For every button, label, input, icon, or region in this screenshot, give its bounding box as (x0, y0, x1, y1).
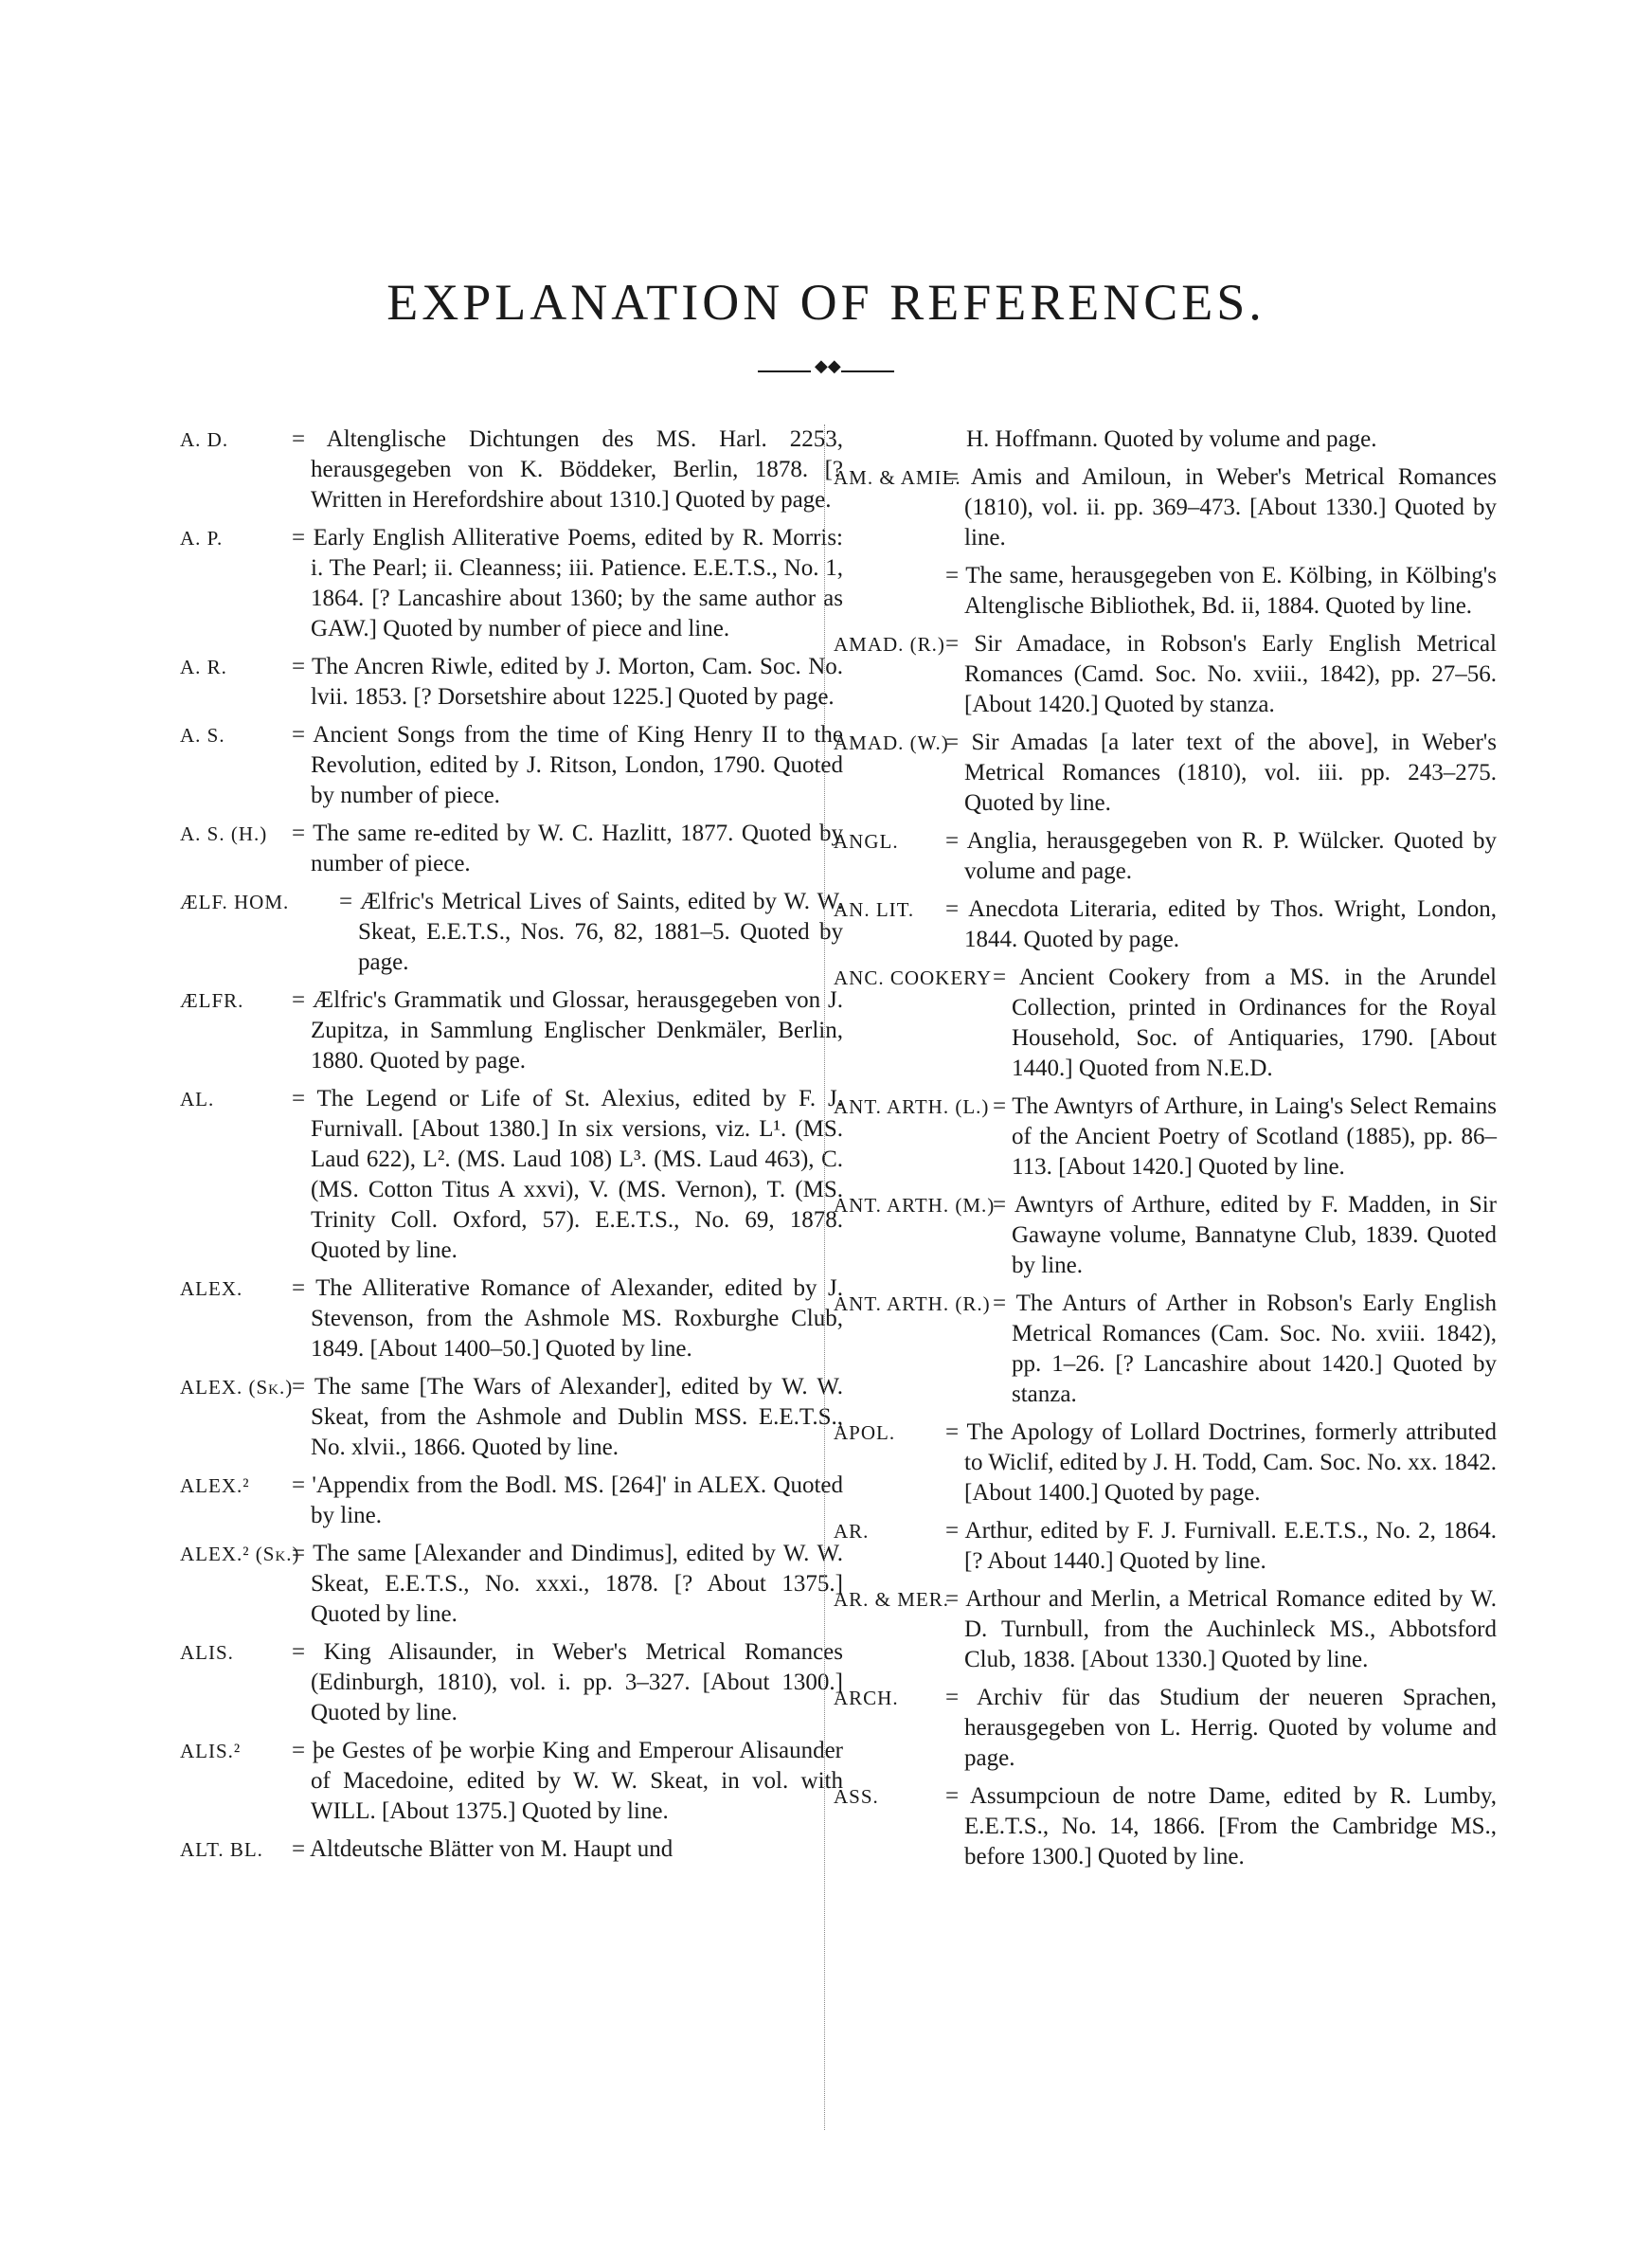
entry-abbreviation: AR. (834, 1520, 870, 1543)
entry-abbreviation: ASS. (834, 1785, 879, 1808)
reference-entry (834, 1584, 1497, 1675)
reference-entry (834, 424, 1497, 455)
reference-entry (180, 887, 843, 978)
entry-text: = The Awntyrs of Arthure, in Laing's Select Remains of the Ancient Poetry of Scotland (1885), pp. 86–113. [About 1420.] Quoted by line. (993, 1093, 1497, 1180)
entry-text: = The Anturs of Arther in Robson's Early English Metrical Romances (Cam. Soc. No. xviii. 1842), pp. 1–26. [? Lancashire about 1420.] Quoted by stanza. (993, 1291, 1497, 1407)
entry-abbreviation: AR. & MER. (834, 1588, 950, 1611)
entry-abbreviation: ANT. ARTH. (M.) (834, 1194, 996, 1217)
entry-abbreviation: ANT. ARTH. (R.) (834, 1292, 991, 1315)
entry-abbreviation: ARCH. (834, 1687, 899, 1709)
entry-abbreviation: ALIS. (180, 1641, 234, 1664)
reference-entry (180, 1372, 843, 1463)
entry-text: = 'Appendix from the Bodl. MS. [264]' in ALEX. Quoted by line. (292, 1472, 843, 1528)
entry-abbreviation: ALEX. (180, 1277, 243, 1300)
reference-entry (834, 1190, 1497, 1281)
entry-text: = Ælfric's Grammatik und Glossar, herausgegeben von J. Zupitza, in Sammlung Englischer Denkmäler, Berlin, 1880. Quoted by page. (292, 987, 843, 1074)
entry-text: = Ancient Songs from the time of King Henry II to the Revolution, edited by J. Ritson, London, 1790. Quoted by number of piece. (292, 722, 843, 808)
reference-entry (180, 424, 843, 515)
left-column (180, 424, 843, 1872)
entry-text: = Arthour and Merlin, a Metrical Romance edited by W. D. Turnbull, from the Auchinleck MS., Abbotsford Club, 1838. [About 1330.] Quoted by line. (945, 1586, 1497, 1672)
reference-entry (834, 1417, 1497, 1508)
entry-abbreviation: A. D. (180, 428, 229, 451)
reference-entry (180, 1736, 843, 1827)
reference-entry (834, 462, 1497, 553)
entry-abbreviation: A. S. (180, 724, 225, 747)
entry-abbreviation: ALEX. (Sk.) (180, 1376, 294, 1399)
reference-entry (834, 963, 1497, 1084)
page-title: EXPLANATION OF REFERENCES. (386, 274, 1266, 331)
entry-abbreviation: ANGL. (834, 830, 899, 853)
entry-abbreviation: APOL. (834, 1421, 896, 1444)
reference-entry (180, 1471, 843, 1531)
entry-abbreviation: AMAD. (W.) (834, 731, 949, 754)
entry-abbreviation: ANT. ARTH. (L.) (834, 1095, 990, 1118)
entry-text: = Altenglische Dichtungen des MS. Harl. 2253, herausgegeben von K. Böddeker, Berlin, 1878. [? Written in Herefordshire about 1310.] Quoted by page. (292, 426, 843, 513)
entry-text: = Awntyrs of Arthure, edited by F. Madden, in Sir Gawayne volume, Bannatyne Club, 1839. Quoted by line. (993, 1192, 1497, 1278)
entry-text: = The Apology of Lollard Doctrines, formerly attributed to Wiclif, edited by J. H. Todd, Cam. Soc. No. xx. 1842. [About 1400.] Quoted by page. (945, 1419, 1497, 1506)
entry-text: = The same [Alexander and Dindimus], edited by W. W. Skeat, E.E.T.S., No. xxxi., 1878. [? About 1375.] Quoted by line. (292, 1541, 843, 1627)
entry-text: = Anglia, herausgegeben von R. P. Wülcker. Quoted by volume and page. (945, 828, 1497, 884)
entry-text: = The same [The Wars of Alexander], edited by W. W. Skeat, from the Ashmole and Dublin MSS. E.E.T.S., No. xlvii., 1866. Quoted by line. (292, 1374, 843, 1460)
entry-text: = Ælfric's Metrical Lives of Saints, edited by W. W. Skeat, E.E.T.S., Nos. 76, 82, 1881–5. Quoted by page. (339, 889, 843, 975)
reference-entry (180, 1834, 843, 1865)
entry-text: = Ancient Cookery from a MS. in the Arundel Collection, printed in Ordinances for the Royal Household, Soc. of Antiquaries, 1790. [About 1440.] Quoted from N.E.D. (993, 965, 1497, 1081)
entry-text: = King Alisaunder, in Weber's Metrical Romances (Edinburgh, 1810), vol. i. pp. 3–327. [About 1300.] Quoted by line. (292, 1639, 843, 1725)
reference-entry (834, 561, 1497, 622)
reference-entry (834, 1516, 1497, 1577)
reference-entry (180, 1637, 843, 1728)
entry-text: = Sir Amadas [a later text of the above], in Weber's Metrical Romances (1810), vol. iii. pp. 243–275. Quoted by line. (945, 730, 1497, 816)
reference-entry (834, 1781, 1497, 1872)
reference-entry (834, 1092, 1497, 1183)
reference-entry (834, 894, 1497, 955)
entry-abbreviation: A. S. (H.) (180, 822, 268, 845)
entry-text: H. Hoffmann. Quoted by volume and page. (966, 426, 1377, 452)
entry-abbreviation: ÆLF. HOM. (180, 891, 290, 913)
reference-entry (180, 720, 843, 811)
entry-abbreviation: ALT. BL. (180, 1838, 263, 1861)
entry-abbreviation: AMAD. (R.) (834, 633, 945, 656)
entry-abbreviation: ALIS.² (180, 1740, 242, 1762)
entry-abbreviation: ANC. COOKERY (834, 966, 993, 989)
right-column (834, 424, 1497, 1880)
reference-entry (180, 819, 843, 879)
entry-text: = Assumpcioun de notre Dame, edited by R. Lumby, E.E.T.S., No. 14, 1866. [From the Cambridge MS., before 1300.] Quoted by line. (945, 1783, 1497, 1869)
entry-text: = Amis and Amiloun, in Weber's Metrical Romances (1810), vol. ii. pp. 369–473. [About 1330.] Quoted by line. (945, 464, 1497, 551)
entry-text: = Early English Alliterative Poems, edited by R. Morris: i. The Pearl; ii. Cleanness; iii. Patience. E.E.T.S., No. 1, 1864. [? Lancashire about 1360; by the same author as GAW.] Quoted by number of piece and line. (292, 525, 843, 641)
entry-text: = Arthur, edited by F. J. Furnivall. E.E.T.S., No. 2, 1864. [? About 1440.] Quoted by line. (945, 1518, 1497, 1574)
reference-entry (180, 1273, 843, 1364)
entry-abbreviation: ALEX.² (180, 1474, 250, 1497)
entry-text: = Archiv für das Studium der neueren Sprachen, herausgegeben von L. Herrig. Quoted by volume and page. (945, 1685, 1497, 1771)
entry-text: = Altdeutsche Blätter von M. Haupt und (292, 1836, 673, 1862)
entry-abbreviation: AL. (180, 1088, 215, 1110)
entry-text: = Anecdota Literaria, edited by Thos. Wright, London, 1844. Quoted by page. (945, 896, 1497, 952)
reference-entry (180, 523, 843, 644)
reference-entry (834, 1683, 1497, 1774)
reference-entry (834, 826, 1497, 887)
reference-entry (180, 1539, 843, 1630)
column-divider (824, 424, 825, 2130)
entry-text: = The Ancren Riwle, edited by J. Morton, Cam. Soc. No. lvii. 1853. [? Dorsetshire about 1225.] Quoted by page. (292, 654, 843, 710)
entry-text: = Sir Amadace, in Robson's Early English Metrical Romances (Camd. Soc. No. xviii., 1842), pp. 27–56. [About 1420.] Quoted by stanza. (945, 631, 1497, 717)
reference-entry (180, 1084, 843, 1266)
entry-abbreviation: A. R. (180, 656, 227, 678)
reference-entry (180, 985, 843, 1076)
entry-abbreviation: ALEX.² (Sk.) (180, 1543, 300, 1565)
entry-text: = The Legend or Life of St. Alexius, edited by F. J. Furnivall. [About 1380.] In six versions, viz. L¹. (MS. Laud 622), L². (MS. Laud 108) L³. (MS. Laud 463), C. (MS. Cotton Titus A xxvi), V. (MS. Vernon), T. (MS. Trinity Coll. Oxford, 57). E.E.T.S., No. 69, 1878. Quoted by line. (292, 1086, 843, 1263)
entry-abbreviation: A. P. (180, 527, 224, 550)
entry-text: = The Alliterative Romance of Alexander, edited by J. Stevenson, from the Ashmole MS. Roxburghe Club, 1849. [About 1400–50.] Quoted by line. (292, 1275, 843, 1362)
reference-entry (834, 728, 1497, 819)
reference-entry (834, 629, 1497, 720)
entry-text: = The same, herausgegeben von E. Kölbing, in Kölbing's Altenglische Bibliothek, Bd. ii, 1884. Quoted by line. (945, 563, 1497, 619)
entry-abbreviation: AN. LIT. (834, 898, 915, 921)
title-ornament: ◆◆ (758, 366, 894, 377)
entry-abbreviation: ÆLFR. (180, 989, 244, 1012)
entry-abbreviation: AM. & AMIL. (834, 466, 961, 489)
entry-text: = þe Gestes of þe worþie King and Emperour Alisaunder of Macedoine, edited by W. W. Skeat, in vol. with WILL. [About 1375.] Quoted by line. (292, 1738, 843, 1824)
reference-entry (834, 1289, 1497, 1410)
reference-entry (180, 652, 843, 713)
entry-text: = The same re-edited by W. C. Hazlitt, 1877. Quoted by number of piece. (292, 821, 843, 876)
